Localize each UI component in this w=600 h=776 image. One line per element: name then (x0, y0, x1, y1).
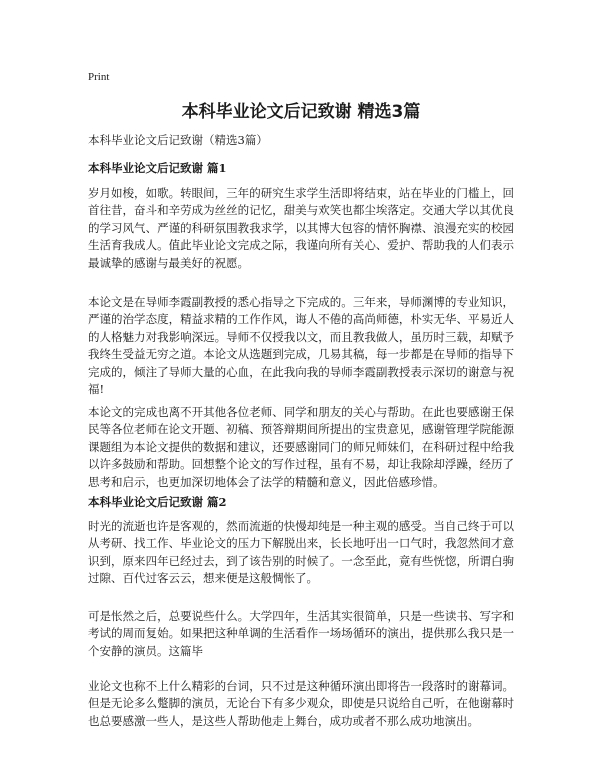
paragraph-1-2: 本论文是在导师李霞副教授的悉心指导之下完成的。三年来，导师渊博的专业知识，严谨的治学态度，精益求精的工作作风，诲人不倦的高尚师德，朴实无华、平易近人的人格魅力对我影响深远。导师不仅授我以文，而且教我做人，虽历时三载，却赋予我终生受益无穷之道。本论文从选题到完成，几易其稿，每一步都是在导师的指导下完成的，倾注了导师大量的心血，在此我向我的导师李霞副教授表示深切的谢意与祝福! (88, 295, 514, 397)
print-link[interactable]: Print (88, 71, 110, 83)
paragraph-2-2: 可是怅然之后，总要说些什么。大学四年，生活其实很简单，只是一些读书、写字和考试的周而复始。如果把这种单调的生活看作一场场循环的演出，提供那么我只是一个安静的演员。这篇毕 (88, 609, 514, 658)
page-title: 本科毕业论文后记致谢 精选3篇 (181, 102, 421, 122)
paragraph-2-3: 业论文也称不上什么精彩的台词，只不过是这种循环演出即将告一段落时的谢幕词。但是无论多么蹩脚的演员，无论台下有多少观众，即使是只说给自己听，在他谢幕时也总要感激一些人，是这些人帮助他走上舞台，成功或者不那么成功地演出。 (88, 679, 514, 728)
page-subtitle: 本科毕业论文后记致谢（精选3篇） (88, 133, 268, 147)
section-heading-2: 本科毕业论文后记致谢 篇2 (88, 495, 227, 509)
paragraph-2-1: 时光的流逝也许是客观的，然而流逝的快慢却纯是一种主观的感受。当自己终于可以从考研、找工作、毕业论文的压力下解脱出来，长长地吁出一口气时，我忽然间才意识到，原来四年已经过去，到了该告别的时候了。一念至此，竟有些恍惚，所谓白驹过隙、百代过客云云，想来便是这般惆怅了。 (88, 519, 514, 586)
section-heading-1: 本科毕业论文后记致谢 篇1 (88, 161, 227, 175)
paragraph-1-3: 本论文的完成也离不开其他各位老师、同学和朋友的关心与帮助。在此也要感谢王保民等各位老师在论文开题、初稿、预答辩期间所提出的宝贵意见，感谢管理学院能源课题组为本论文提供的数据和建议，还要感谢同门的师兄师妹们，在科研过程中给我以许多鼓励和帮助。回想整个论文的写作过程，虽有不易，却让我除却浮躁，经历了思考和启示，也更加深切地体会了法学的精髓和意义，因此倍感珍惜。 (88, 405, 514, 489)
paragraph-1-1: 岁月如梭，如歌。转眼间，三年的研究生求学生活即将结束，站在毕业的门槛上，回首往昔，奋斗和辛劳成为丝丝的记忆，甜美与欢笑也都尘埃落定。交通大学以其优良的学习风气、严谨的科研氛围教我求学，以其博大包容的情怀胸襟、浪漫充实的校园生活育我成人。值此毕业论文完成之际，我谨向所有关心、爱护、帮助我的人们表示最诚挚的感谢与最美好的祝愿。 (88, 186, 514, 270)
